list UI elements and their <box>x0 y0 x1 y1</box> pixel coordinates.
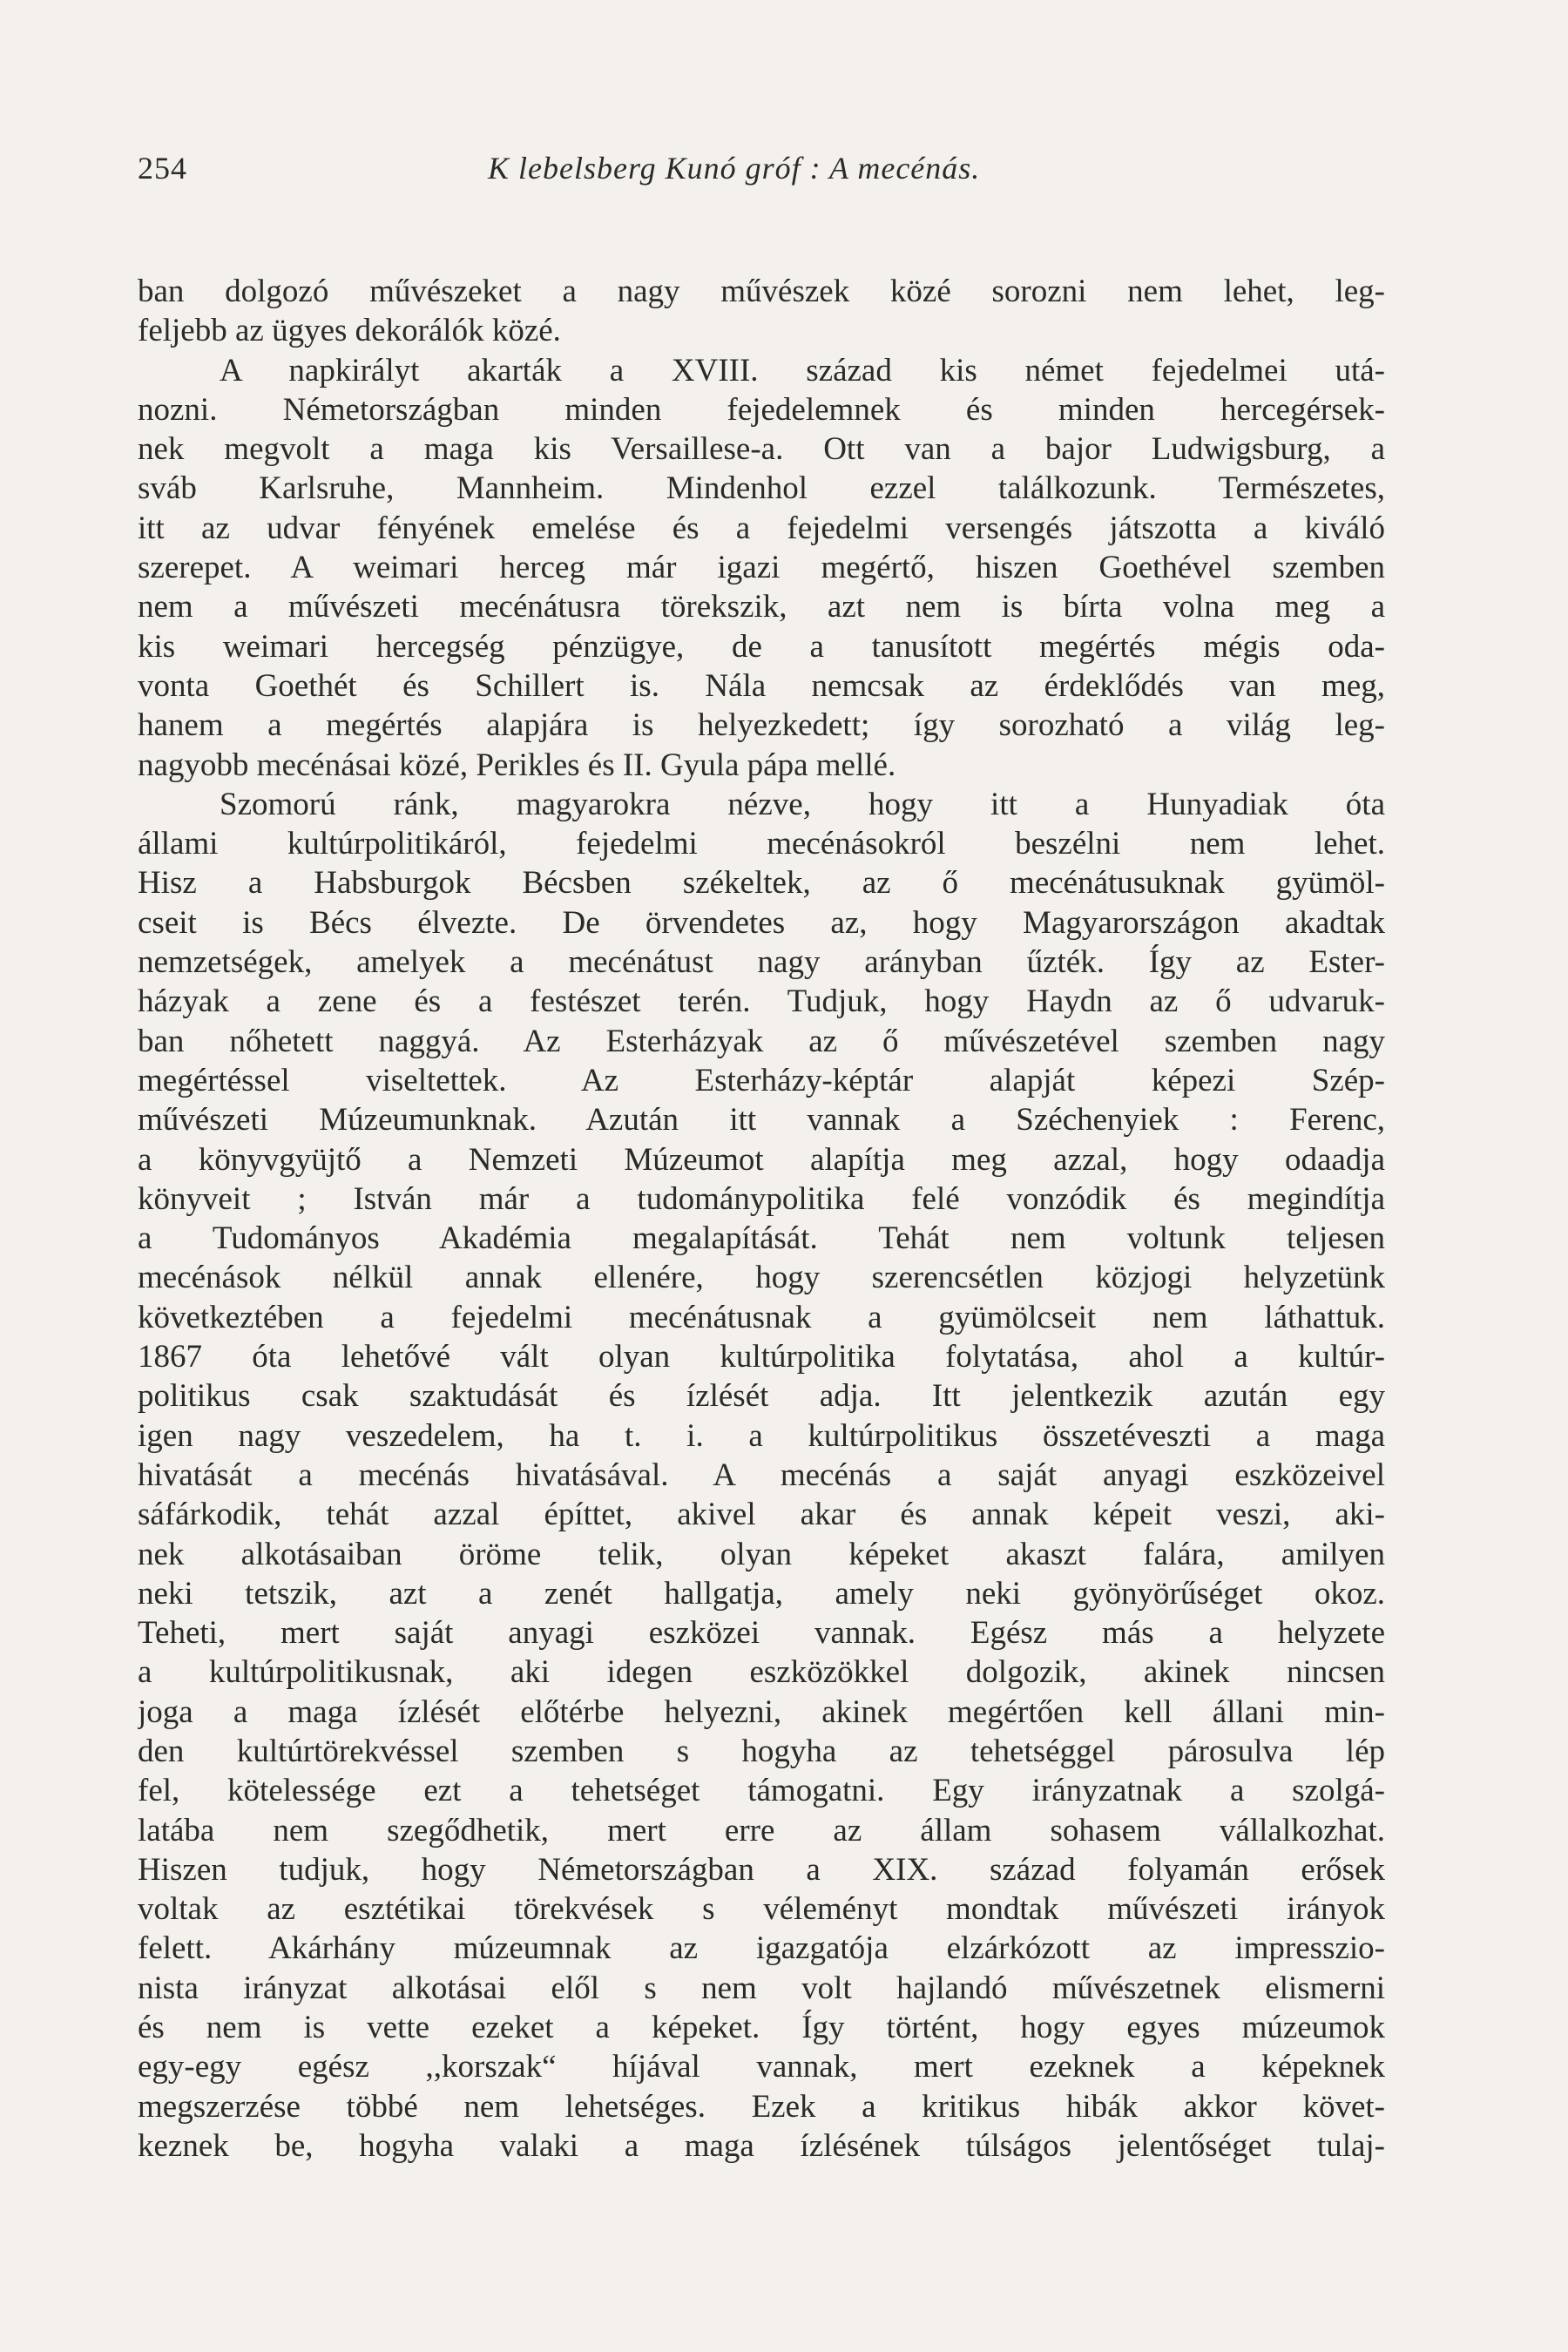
text-line: házyak a zene és a festészet terén. Tudjuk, hogy Haydn az ő udvaruk- <box>138 983 1385 1020</box>
text-line: den kultúrtörekvéssel szemben s hogyha az tehetséggel párosulva lép <box>138 1733 1385 1769</box>
text-line: Hiszen tudjuk, hogy Németországban a XIX. század folyamán erősek <box>138 1851 1385 1888</box>
text-line: a Tudományos Akadémia megalapítását. Tehát nem voltunk teljesen <box>138 1220 1385 1257</box>
text-line: neki tetszik, azt a zenét hallgatja, amely neki gyönyörűséget okoz. <box>138 1575 1385 1612</box>
text-line: hivatását a mecénás hivatásával. A mecénás a saját anyagi eszközeivel <box>138 1456 1385 1493</box>
text-line: mecénások nélkül annak ellenére, hogy szerencsétlen közjogi helyzetünk <box>138 1260 1385 1296</box>
text-line: fel, kötelessége ezt a tehetséget támogatni. Egy irányzatnak a szolgá- <box>138 1773 1385 1809</box>
text-line: A napkirályt akarták a XVIII. század kis német fejedelmei utá- <box>220 352 1385 389</box>
text-line: ban dolgozó művészeket a nagy művészek közé sorozni nem lehet, leg- <box>138 274 1385 309</box>
text-line: 1867 óta lehetővé vált olyan kultúrpolitika folytatása, ahol a kultúr- <box>138 1339 1385 1375</box>
text-line: a könyvgyüjtő a Nemzeti Múzeumot alapítja meg azzal, hogy odaadja <box>138 1141 1385 1178</box>
text-line: nem a művészeti mecénátusra törekszik, azt nem is bírta volna meg a <box>138 589 1385 625</box>
text-line: Teheti, mert saját anyagi eszközei vannak. Egész más a helyzete <box>138 1615 1385 1652</box>
body-text <box>138 272 1385 2166</box>
text-line: következtében a fejedelmi mecénátusnak a gyümölcseit nem láthattuk. <box>138 1299 1385 1335</box>
text-line: könyveit ; István már a tudománypolitika felé vonzódik és megindítja <box>138 1180 1385 1217</box>
text-line: cseit is Bécs élvezte. De örvendetes az, hogy Magyarországon akadtak <box>138 904 1385 941</box>
text-line: Szomorú ránk, magyarokra nézve, hogy itt a Hunyadiak óta <box>220 786 1385 822</box>
text-line: Hisz a Habsburgok Bécsben székeltek, az ő mecénátusuknak gyümöl- <box>138 865 1385 902</box>
page-number: 254 <box>138 151 187 186</box>
text-line: egy-egy egész ,,korszak“ híjával vannak, mert ezeknek a képeknek <box>138 2049 1385 2085</box>
text-line: megértéssel viseltettek. Az Esterházy-képtár alapját képezi Szép- <box>138 1062 1385 1098</box>
text-line: a kultúrpolitikusnak, aki idegen eszközökkel dolgozik, akinek nincsen <box>138 1654 1385 1691</box>
text-line: nek alkotásaiban öröme telik, olyan képeket akaszt falára, amilyen <box>138 1536 1385 1572</box>
text-line: nozni. Németországban minden fejedelemnek és minden hercegérsek- <box>138 391 1385 428</box>
text-line: és nem is vette ezeket a képeket. Így történt, hogy egyes múzeumok <box>138 2010 1385 2046</box>
text-line: nek megvolt a maga kis Versaillese-a. Ott van a bajor Ludwigsburg, a <box>138 431 1385 468</box>
text-line: nemzetségek, amelyek a mecénátust nagy arányban űzték. Így az Ester- <box>138 944 1385 981</box>
running-head <box>138 150 1383 193</box>
text-line: művészeti Múzeumunknak. Azután itt vannak a Széchenyiek : Ferenc, <box>138 1102 1385 1139</box>
text-line: hanem a megértés alapjára is helyezkedett; így sorozható a világ leg- <box>138 707 1385 744</box>
text-line: ban nőhetett naggyá. Az Esterházyak az ő művészetével szemben nagy <box>138 1023 1385 1059</box>
text-line: szerepet. A weimari herceg már igazi megértő, hiszen Goethével szemben <box>138 550 1385 586</box>
text-line: latába nem szegődhetik, mert erre az állam sohasem vállalkozhat. <box>138 1812 1385 1848</box>
text-line: igen nagy veszedelem, ha t. i. a kultúrpolitikus összetéveszti a maga <box>138 1417 1385 1454</box>
text-line: kis weimari hercegség pénzügye, de a tanusított megértés mégis oda- <box>138 628 1385 665</box>
text-line: állami kultúrpolitikáról, fejedelmi mecénásokról beszélni nem lehet. <box>138 826 1385 862</box>
text-line: feljebb az ügyes dekorálók közé. <box>138 313 561 349</box>
text-line: voltak az esztétikai törekvések s véleményt mondtak művészeti irányok <box>138 1891 1385 1928</box>
text-line: itt az udvar fényének emelése és a fejedelmi versengés játszotta a kiváló <box>138 510 1385 546</box>
text-line: sáfárkodik, tehát azzal építtet, akivel akar és annak képeit veszi, aki- <box>138 1497 1385 1533</box>
text-line: felett. Akárhány múzeumnak az igazgatója elzárkózott az impresszio- <box>138 1930 1385 1967</box>
text-line: joga a maga ízlését előtérbe helyezni, akinek megértően kell állani min- <box>138 1693 1385 1730</box>
text-line: megszerzése többé nem lehetséges. Ezek a kritikus hibák akkor követ- <box>138 2088 1385 2125</box>
running-title: K lebelsberg Kunó gróf : A mecénás. <box>488 151 981 186</box>
text-line: nista irányzat alkotásai elől s nem volt hajlandó művészetnek elismerni <box>138 1970 1385 2006</box>
text-line: vonta Goethét és Schillert is. Nála nemcsak az érdeklődés van meg, <box>138 667 1385 704</box>
text-line: keznek be, hogyha valaki a maga ízlésének túlságos jelentőséget tulaj- <box>138 2127 1385 2164</box>
text-line: sváb Karlsruhe, Mannheim. Mindenhol ezzel találkozunk. Természetes, <box>138 470 1385 507</box>
text-line: nagyobb mecénásai közé, Perikles és II. Gyula pápa mellé. <box>138 747 896 783</box>
text-line: politikus csak szaktudását és ízlését adja. Itt jelentkezik azután egy <box>138 1378 1385 1415</box>
